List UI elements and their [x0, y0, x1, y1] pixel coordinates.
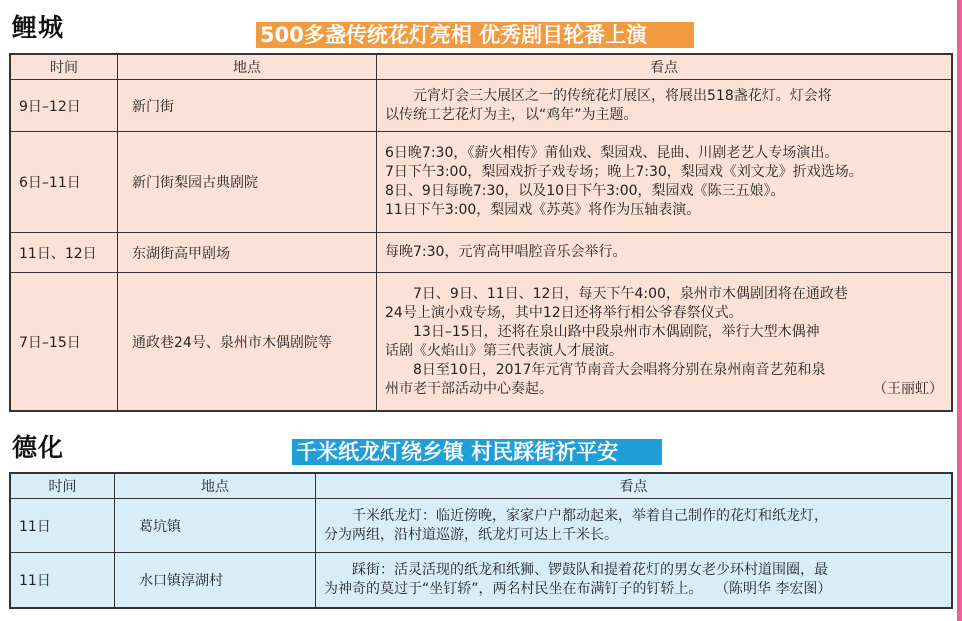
view-line: 11日下午3:00，梨园戏《苏英》将作为压轴表演。 — [385, 202, 701, 218]
view-line: 7日下午3:00，梨园戏折子戏专场；晚上7:30，梨园戏《刘文龙》折戏选场。 — [385, 164, 863, 180]
byline: （陈明华 李宏图） — [714, 581, 832, 597]
header-view: 看点 — [316, 474, 952, 499]
view-line: 13日–15日，还将在泉山路中段泉州市木偶剧院，举行大型木偶神 — [413, 323, 820, 340]
time-cell: 6日–11日 — [11, 132, 118, 233]
section-title-dehua: 德化 — [12, 433, 65, 462]
view-line: 24号上演小戏专场，其中12日还将举行相公爷春祭仪式。 — [385, 304, 743, 321]
view-line: 每晚7:30，元宵高甲唱腔音乐会举行。 — [385, 244, 627, 260]
table-header-row — [11, 55, 952, 80]
place-cell: 通政巷24号、泉州市木偶剧院等 — [118, 273, 377, 411]
view-cell — [377, 132, 952, 233]
header-place: 地点 — [115, 474, 316, 499]
view-line: 元宵灯会三大展区之一的传统花灯展区，将展出518盏花灯。灯会将 — [413, 87, 832, 104]
view-line: 7日、9日、11日、12日，每天下午4:00，泉州市木偶剧团将在通政巷 — [413, 285, 848, 302]
table-row — [11, 499, 952, 553]
view-line: 8日、9日每晚7:30，以及10日下午3:00，梨园戏《陈三五娘》。 — [385, 183, 785, 199]
header-place: 地点 — [118, 55, 377, 80]
view-line: 以传统工艺花灯为主，以“鸡年”为主题。 — [385, 106, 638, 123]
header-view: 看点 — [377, 55, 952, 80]
view-line — [385, 380, 943, 399]
view-cell — [377, 273, 952, 411]
time-cell: 7日–15日 — [11, 273, 118, 411]
section-title-licheng: 鲤城 — [12, 13, 65, 42]
view-cell — [377, 80, 952, 132]
view-line-text: 为神奇的莫过于“坐钉轿”，两名村民坐在布满钉子的钉轿上。 — [324, 581, 703, 597]
view-cell — [316, 499, 952, 553]
place-cell: 新门街梨园古典剧院 — [118, 132, 377, 233]
table-row — [11, 233, 952, 273]
headline-licheng: 500多盏传统花灯亮相 优秀剧目轮番上演 — [256, 22, 694, 48]
place-cell: 水口镇淳湖村 — [115, 553, 316, 608]
byline: （王丽虹） — [873, 380, 943, 397]
time-cell: 11日 — [11, 499, 115, 553]
view-line: 8日至10日，2017年元宵节南音大会唱将分别在泉州南音艺苑和泉 — [413, 361, 826, 378]
view-line: 分为两组，沿村道巡游，纸龙灯可达上千米长。 — [324, 526, 618, 543]
time-cell: 11日、12日 — [11, 233, 118, 273]
place-cell: 葛坑镇 — [115, 499, 316, 553]
header-time: 时间 — [11, 55, 118, 80]
table-row — [11, 553, 952, 608]
licheng-table — [9, 53, 953, 412]
place-cell: 新门街 — [118, 80, 377, 132]
view-line: 话剧《火焰山》第三代表演人才展演。 — [385, 342, 623, 359]
view-line: 6日晚7:30，《薪火相传》莆仙戏、梨园戏、昆曲、川剧老艺人专场演出。 — [385, 145, 839, 161]
view-line — [324, 580, 943, 599]
view-line-text: 州市老干部活动中心奏起。 — [385, 380, 553, 397]
time-cell: 9日–12日 — [11, 80, 118, 132]
page-edge-bar — [957, 0, 962, 621]
time-cell: 11日 — [11, 553, 115, 608]
headline-dehua: 千米纸龙灯绕乡镇 村民踩街祈平安 — [292, 439, 662, 465]
table-row — [11, 132, 952, 233]
view-cell — [377, 233, 952, 273]
dehua-table — [9, 472, 953, 609]
table-header-row — [11, 474, 952, 499]
place-cell: 东湖街高甲剧场 — [118, 233, 377, 273]
view-line: 千米纸龙灯：临近傍晚，家家户户都动起来，举着自己制作的花灯和纸龙灯， — [352, 507, 828, 524]
table-row — [11, 273, 952, 411]
table-row — [11, 80, 952, 132]
header-time: 时间 — [11, 474, 115, 499]
view-cell — [316, 553, 952, 608]
view-line: 踩街：活灵活现的纸龙和纸狮、锣鼓队和提着花灯的男女老少环村道围圈，最 — [352, 562, 828, 578]
